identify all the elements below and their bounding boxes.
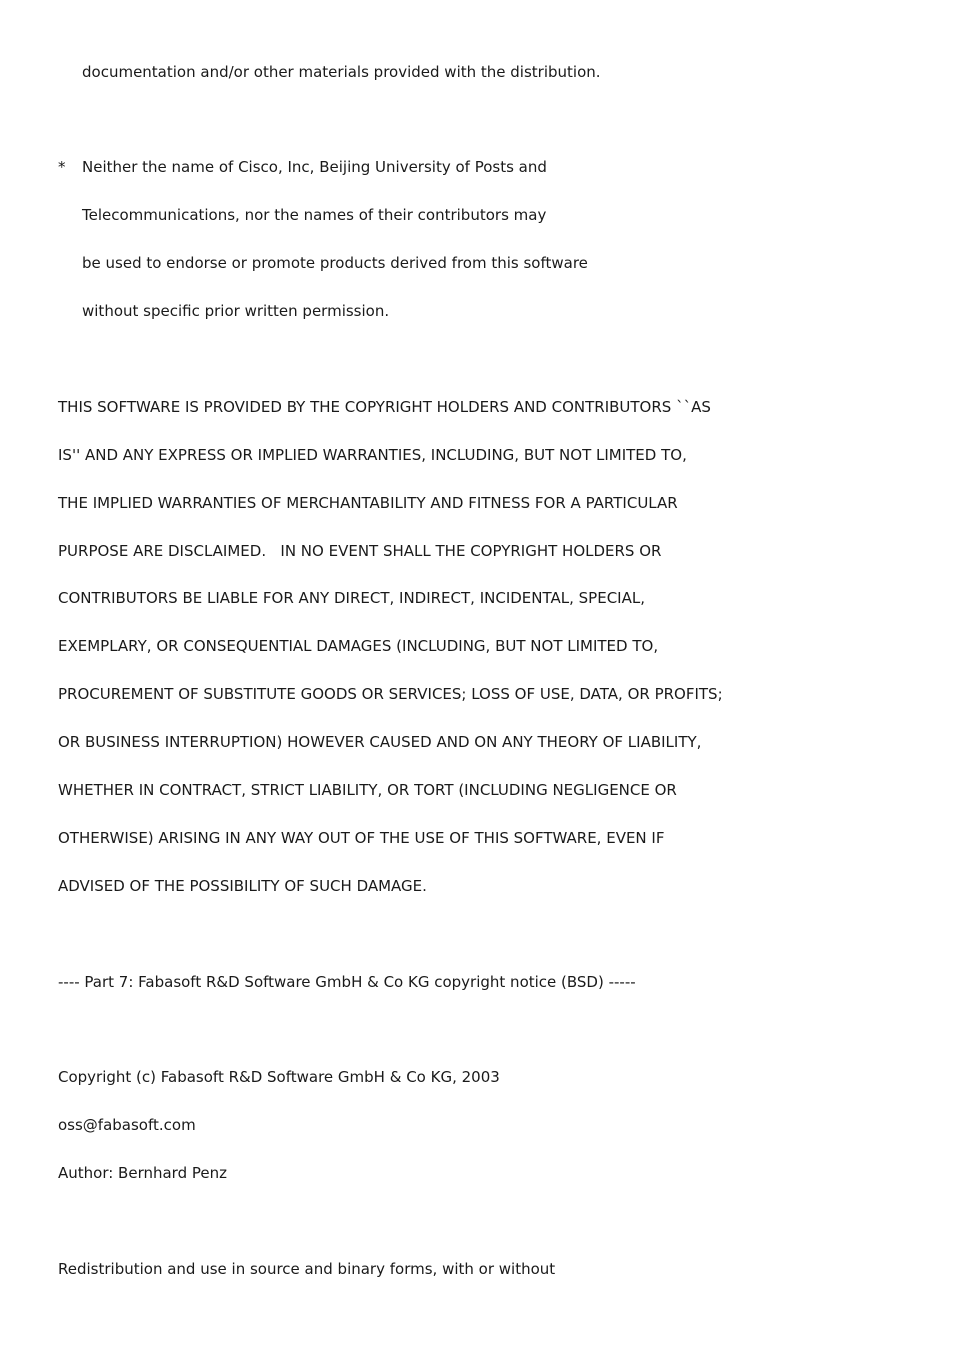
text-line: WHETHER IN CONTRACT, STRICT LIABILITY, OR TORT (INCLUDING NEGLIGENCE OR [58, 781, 677, 799]
text-line: PROCUREMENT OF SUBSTITUTE GOODS OR SERVICES; LOSS OF USE, DATA, OR PROFITS; [58, 685, 723, 703]
text-line: OR BUSINESS INTERRUPTION) HOWEVER CAUSED AND ON ANY THEORY OF LIABILITY, [58, 733, 702, 751]
text-line: PURPOSE ARE DISCLAIMED. IN NO EVENT SHALL THE COPYRIGHT HOLDERS OR [58, 542, 662, 560]
text-line: CONTRIBUTORS BE LIABLE FOR ANY DIRECT, INDIRECT, INCIDENTAL, SPECIAL, [58, 589, 645, 607]
text-line: be used to endorse or promote products derived from this software [82, 254, 588, 272]
bullet-marker: * [58, 158, 66, 176]
text-line: ADVISED OF THE POSSIBILITY OF SUCH DAMAGE. [58, 877, 427, 895]
text-line: Redistribution and use in source and binary forms, with or without [58, 1260, 556, 1278]
text-line: OTHERWISE) ARISING IN ANY WAY OUT OF THE USE OF THIS SOFTWARE, EVEN IF [58, 829, 665, 847]
author-line: Author: Bernhard Penz [58, 1164, 227, 1182]
text-line: documentation and/or other materials provided with the distribution. [82, 63, 601, 81]
text-line: without specific prior written permission. [82, 302, 390, 320]
text-line: Neither the name of Cisco, Inc, Beijing University of Posts and [82, 158, 547, 176]
text-line: EXEMPLARY, OR CONSEQUENTIAL DAMAGES (INCLUDING, BUT NOT LIMITED TO, [58, 637, 659, 655]
text-line: THE IMPLIED WARRANTIES OF MERCHANTABILITY AND FITNESS FOR A PARTICULAR [58, 494, 678, 512]
text-line: THIS SOFTWARE IS PROVIDED BY THE COPYRIGHT HOLDERS AND CONTRIBUTORS ``AS [58, 398, 711, 416]
section-heading: ---- Part 7: Fabasoft R&D Software GmbH & Co KG copyright notice (BSD) ----- [58, 973, 636, 991]
contact-email: oss@fabasoft.com [58, 1116, 196, 1134]
text-line: IS'' AND ANY EXPRESS OR IMPLIED WARRANTIES, INCLUDING, BUT NOT LIMITED TO, [58, 446, 687, 464]
copyright-line: Copyright (c) Fabasoft R&D Software GmbH & Co KG, 2003 [58, 1068, 500, 1086]
text-line: Telecommunications, nor the names of their contributors may [82, 206, 547, 224]
